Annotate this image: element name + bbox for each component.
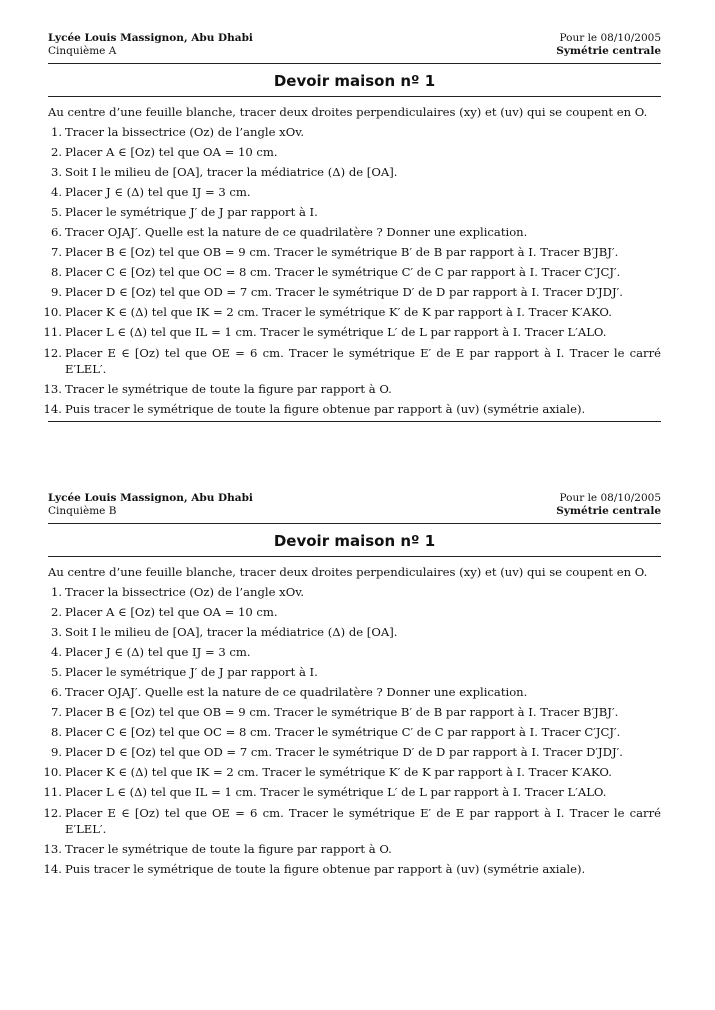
list-item xyxy=(48,284,661,301)
list-item xyxy=(48,144,661,161)
step-number: 7. xyxy=(50,245,62,260)
step-number: 10. xyxy=(43,765,62,780)
step-text: Placer C ∈ [Oz) tel que OC = 8 cm. Tracer le symétrique C′ de C par rapport à I. Tracer C′JCJ′. xyxy=(65,725,621,740)
step-text: Tracer OJAJ′. Quelle est la nature de ce quadrilatère ? Donner une explication. xyxy=(65,224,528,239)
assignment-title: Devoir maison nº 1 xyxy=(273,532,436,550)
step-number: 6. xyxy=(50,224,62,239)
list-item xyxy=(48,184,661,201)
school-name: Lycée Louis Massignon, Abu Dhabi xyxy=(48,32,253,44)
due-date: Pour le 08/10/2005 xyxy=(559,32,661,44)
step-number: 11. xyxy=(43,325,62,340)
divider xyxy=(48,556,661,557)
step-text: Tracer le symétrique de toute la figure par rapport à O. xyxy=(65,382,392,397)
list-item xyxy=(48,264,661,281)
divider xyxy=(48,421,661,422)
list-item xyxy=(43,381,661,398)
step-number: 2. xyxy=(50,144,62,159)
list-item xyxy=(43,861,661,878)
sheet-header xyxy=(48,492,661,518)
list-item xyxy=(48,664,661,681)
step-number: 9. xyxy=(50,285,62,300)
step-number: 14. xyxy=(43,402,62,417)
list-item xyxy=(43,345,661,378)
step-number: 2. xyxy=(50,604,62,619)
step-text: Placer A ∈ [Oz) tel que OA = 10 cm. xyxy=(65,144,278,159)
list-item xyxy=(43,764,661,781)
step-number: 8. xyxy=(50,265,62,280)
step-list xyxy=(43,124,661,418)
step-text: Placer L ∈ (Δ) tel que IL = 1 cm. Tracer le symétrique L′ de L par rapport à I. Tracer L′ALO. xyxy=(65,785,607,800)
list-item xyxy=(48,744,661,761)
step-text: Placer E ∈ [Oz) tel que OE = 6 cm. Tracer le symétrique E′ de E par rapport à I. Tracer le carré E′LEL′. xyxy=(65,805,661,837)
step-number: 1. xyxy=(50,584,62,599)
list-item xyxy=(43,324,661,341)
class-name: Cinquième B xyxy=(48,505,117,517)
step-text: Placer K ∈ (Δ) tel que IK = 2 cm. Tracer le symétrique K′ de K par rapport à I. Tracer K′AKO. xyxy=(65,765,612,780)
step-text: Placer B ∈ [Oz) tel que OB = 9 cm. Tracer le symétrique B′ de B par rapport à I. Tracer B′JBJ′. xyxy=(65,245,619,260)
step-number: 1. xyxy=(50,124,62,139)
list-item xyxy=(48,224,661,241)
step-number: 10. xyxy=(43,305,62,320)
topic: Symétrie centrale xyxy=(556,45,661,57)
step-text: Placer J ∈ (Δ) tel que IJ = 3 cm. xyxy=(65,644,251,659)
list-item xyxy=(43,841,661,858)
due-date: Pour le 08/10/2005 xyxy=(559,492,661,504)
step-text: Placer E ∈ [Oz) tel que OE = 6 cm. Tracer le symétrique E′ de E par rapport à I. Tracer le carré E′LEL′. xyxy=(65,345,661,377)
step-text: Placer B ∈ [Oz) tel que OB = 9 cm. Tracer le symétrique B′ de B par rapport à I. Tracer B′JBJ′. xyxy=(65,705,619,720)
step-number: 4. xyxy=(50,644,62,659)
step-number: 3. xyxy=(50,624,62,639)
step-text: Placer L ∈ (Δ) tel que IL = 1 cm. Tracer le symétrique L′ de L par rapport à I. Tracer L′ALO. xyxy=(65,325,607,340)
step-number: 9. xyxy=(50,745,62,760)
step-text: Soit I le milieu de [OA], tracer la médiatrice (Δ) de [OA]. xyxy=(65,164,398,179)
step-text: Tracer OJAJ′. Quelle est la nature de ce quadrilatère ? Donner une explication. xyxy=(65,684,528,699)
sheet-header xyxy=(48,32,661,58)
step-number: 12. xyxy=(43,345,62,360)
step-text: Tracer la bissectrice (Oz) de l’angle xOv. xyxy=(65,584,305,599)
topic: Symétrie centrale xyxy=(556,505,661,517)
step-list xyxy=(43,584,661,878)
list-item xyxy=(48,724,661,741)
list-item xyxy=(48,244,661,261)
step-text: Placer C ∈ [Oz) tel que OC = 8 cm. Tracer le symétrique C′ de C par rapport à I. Tracer C′JCJ′. xyxy=(65,265,621,280)
step-number: 5. xyxy=(50,664,62,679)
list-item xyxy=(43,805,661,838)
list-item xyxy=(48,124,661,141)
step-number: 6. xyxy=(50,684,62,699)
step-text: Placer A ∈ [Oz) tel que OA = 10 cm. xyxy=(65,604,278,619)
step-text: Placer D ∈ [Oz) tel que OD = 7 cm. Tracer le symétrique D′ de D par rapport à I. Tracer D′JDJ′. xyxy=(65,745,623,760)
school-name: Lycée Louis Massignon, Abu Dhabi xyxy=(48,492,253,504)
list-item xyxy=(43,784,661,801)
class-name: Cinquième A xyxy=(48,45,117,57)
divider xyxy=(48,523,661,524)
list-item xyxy=(48,624,661,641)
list-item xyxy=(43,401,661,418)
step-text: Placer K ∈ (Δ) tel que IK = 2 cm. Tracer le symétrique K′ de K par rapport à I. Tracer K′AKO. xyxy=(65,305,612,320)
list-item xyxy=(48,604,661,621)
step-text: Tracer la bissectrice (Oz) de l’angle xOv. xyxy=(65,124,305,139)
list-item xyxy=(48,684,661,701)
list-item xyxy=(43,304,661,321)
step-text: Placer le symétrique J′ de J par rapport à I. xyxy=(65,204,318,219)
step-text: Soit I le milieu de [OA], tracer la médiatrice (Δ) de [OA]. xyxy=(65,624,398,639)
assignment-title: Devoir maison nº 1 xyxy=(273,72,436,90)
step-text: Puis tracer le symétrique de toute la figure obtenue par rapport à (uv) (symétrie axiale). xyxy=(65,862,586,877)
worksheet-cinquieme-b xyxy=(43,492,661,881)
list-item xyxy=(48,164,661,181)
list-item xyxy=(48,204,661,221)
list-item xyxy=(48,584,661,601)
list-item xyxy=(48,704,661,721)
divider xyxy=(48,63,661,64)
step-number: 8. xyxy=(50,725,62,740)
intro-text: Au centre d’une feuille blanche, tracer deux droites perpendiculaires (xy) et (uv) qui se coupent en O. xyxy=(48,565,648,579)
list-item xyxy=(48,644,661,661)
step-number: 12. xyxy=(43,805,62,820)
step-number: 13. xyxy=(43,842,62,857)
step-number: 3. xyxy=(50,164,62,179)
worksheet-cinquieme-a xyxy=(43,32,661,422)
step-text: Tracer le symétrique de toute la figure par rapport à O. xyxy=(65,842,392,857)
step-number: 5. xyxy=(50,204,62,219)
step-number: 13. xyxy=(43,382,62,397)
step-number: 14. xyxy=(43,862,62,877)
step-number: 4. xyxy=(50,184,62,199)
step-text: Placer D ∈ [Oz) tel que OD = 7 cm. Tracer le symétrique D′ de D par rapport à I. Tracer D′JDJ′. xyxy=(65,285,623,300)
step-number: 11. xyxy=(43,785,62,800)
intro-text: Au centre d’une feuille blanche, tracer deux droites perpendiculaires (xy) et (uv) qui se coupent en O. xyxy=(48,105,648,119)
step-text: Puis tracer le symétrique de toute la figure obtenue par rapport à (uv) (symétrie axiale). xyxy=(65,402,586,417)
step-text: Placer le symétrique J′ de J par rapport à I. xyxy=(65,664,318,679)
divider xyxy=(48,96,661,97)
step-number: 7. xyxy=(50,705,62,720)
step-text: Placer J ∈ (Δ) tel que IJ = 3 cm. xyxy=(65,184,251,199)
